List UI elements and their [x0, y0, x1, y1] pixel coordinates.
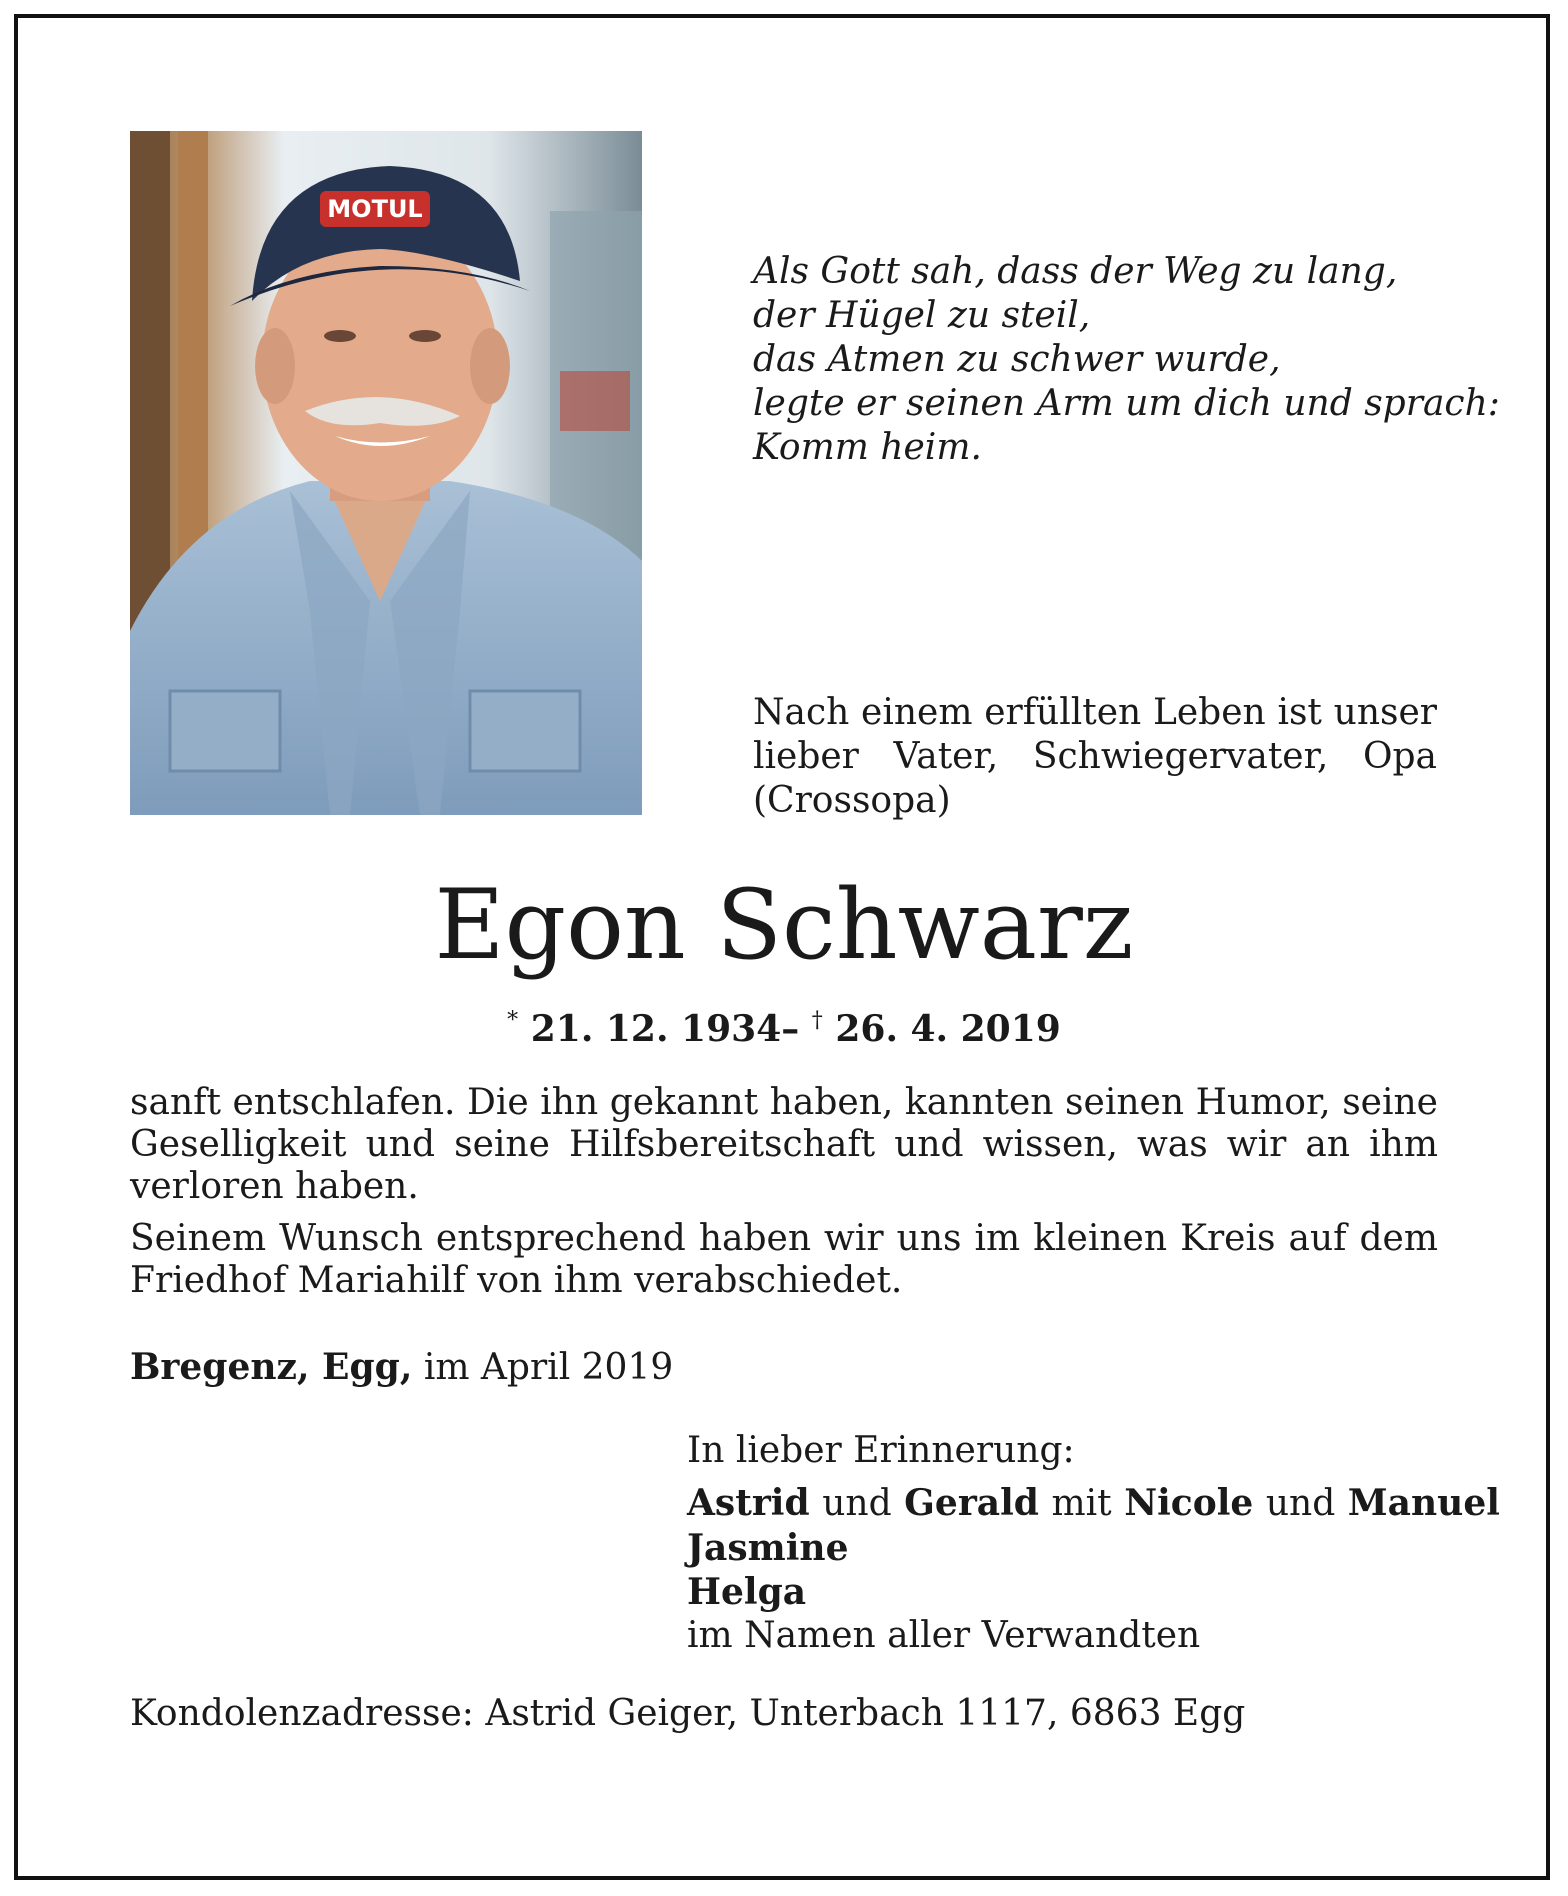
family-names-line	[687, 1481, 1500, 1526]
connector: und	[822, 1483, 892, 1524]
poem-line: Als Gott sah, dass der Weg zu lang,	[753, 251, 1398, 292]
condolence-address: Kondolenzadresse: Astrid Geiger, Unterbach 1117, 6863 Egg	[130, 1693, 1246, 1734]
poem-line: Komm heim.	[753, 427, 982, 468]
relatives-line: im Namen aller Verwandten	[687, 1615, 1201, 1656]
deceased-name: Egon Schwarz	[434, 869, 1134, 981]
portrait-photo	[130, 131, 642, 815]
family-name: Manuel	[1347, 1482, 1500, 1524]
poem-line: der Hügel zu steil,	[753, 295, 1091, 336]
life-dates	[0, 996, 1568, 1054]
birth-symbol: *	[507, 1008, 519, 1033]
family-name: Astrid	[687, 1482, 810, 1524]
family-name: Gerald	[904, 1482, 1039, 1524]
place-towns: Bregenz, Egg,	[130, 1346, 413, 1388]
memory-block	[687, 1429, 1500, 1658]
birth-date: 21. 12. 1934	[530, 1008, 782, 1050]
poem	[753, 250, 1500, 470]
connector: mit	[1051, 1483, 1112, 1524]
obituary-body	[130, 1082, 1438, 1312]
connector: und	[1265, 1483, 1336, 1524]
body-paragraph: sanft entschlafen. Die ihn gekannt haben, kannten seinen Humor, seine Geselligkeit und seine Hilfsbereitschaft und wissen, was wir an ihm verloren haben.	[130, 1082, 1438, 1207]
place-date-line	[130, 1345, 673, 1390]
family-name: Nicole	[1124, 1482, 1254, 1524]
place-date: im April 2019	[423, 1347, 674, 1388]
poem-line: legte er seinen Arm um dich und sprach:	[753, 383, 1500, 424]
family-name-line: Jasmine	[687, 1527, 849, 1569]
death-symbol: †	[811, 1008, 823, 1033]
cap-logo-text: MOTUL	[327, 195, 423, 223]
date-separator: –	[781, 1008, 800, 1050]
intro-text: Nach einem erfüllten Leben ist unser lieber Vater, Schwiegervater, Opa (Crossopa)	[753, 692, 1437, 821]
death-date: 26. 4. 2019	[835, 1008, 1061, 1050]
memory-heading: In lieber Erinnerung:	[687, 1430, 1075, 1471]
poem-line: das Atmen zu schwer wurde,	[753, 339, 1281, 380]
body-paragraph: Seinem Wunsch entsprechend haben wir uns im kleinen Kreis auf dem Friedhof Mariahilf von ihm verabschiedet.	[130, 1218, 1438, 1301]
family-name-line: Helga	[687, 1571, 807, 1613]
